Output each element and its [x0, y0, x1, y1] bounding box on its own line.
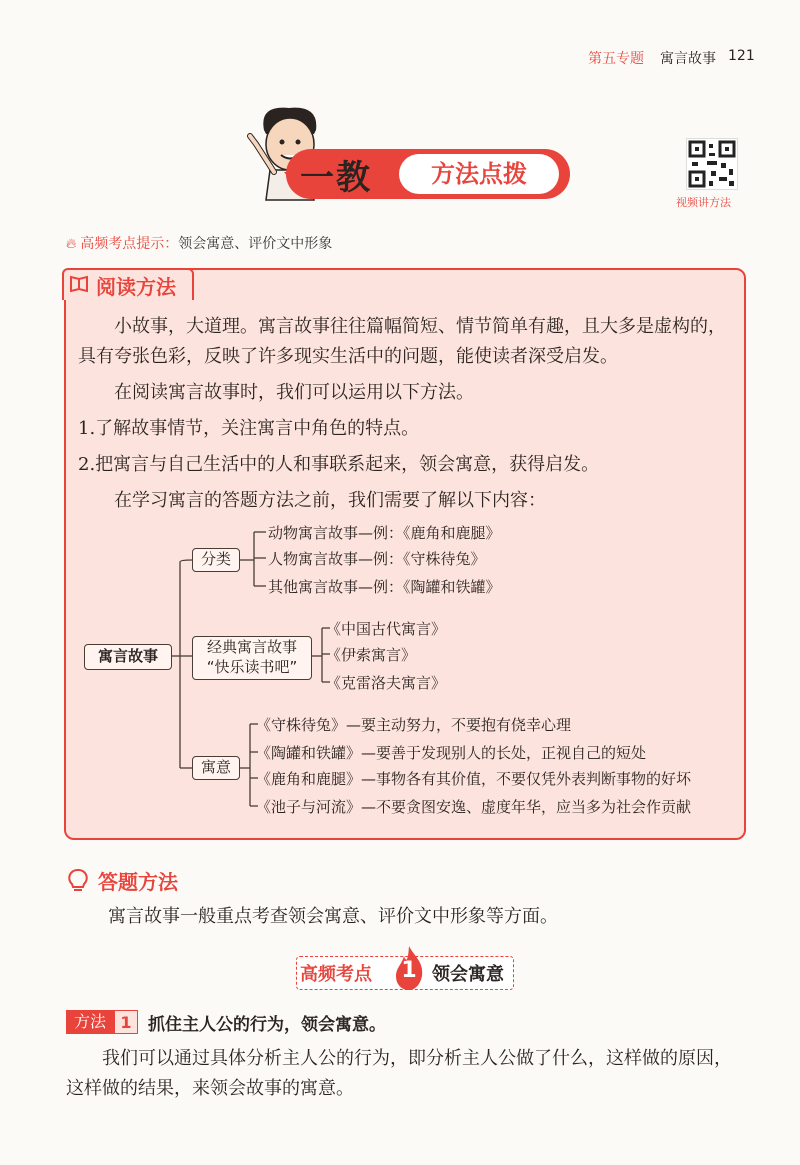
- flame-icon: 🔥︎: [66, 236, 77, 252]
- banner-main-text: 一教: [300, 158, 372, 198]
- lightbulb-icon: [66, 868, 90, 894]
- badge-left-text: 高频考点: [300, 964, 372, 985]
- classify-type: 人物寓言故事: [268, 550, 359, 568]
- meaning-item: 《守株待兔》—要主动努力，不要抱有侥幸心理: [256, 716, 572, 734]
- classify-example: —例：《陶罐和铁罐》: [358, 578, 501, 596]
- answer-method-desc: 寓言故事一般重点考查领会寓意、评价文中形象等方面。: [108, 906, 558, 927]
- method-number: 1: [114, 1010, 138, 1034]
- banner-sub-text: 方法点拨: [431, 160, 527, 188]
- classify-item: [268, 548, 486, 569]
- meaning-item: 《陶罐和铁罐》—要善于发现别人的长处，正视自己的短处: [256, 744, 647, 762]
- classic-item: 《克雷洛夫寓言》: [326, 674, 447, 692]
- classic-item: 《伊索寓言》: [326, 646, 417, 664]
- mindmap-classify: 分类: [192, 548, 240, 572]
- header-section: 第五专题: [588, 51, 644, 67]
- classify-example: —例：《鹿角和鹿腿》: [358, 524, 501, 542]
- tip-text: 领会寓意、评价文中形象: [178, 236, 333, 252]
- qr-code-icon[interactable]: [686, 138, 738, 190]
- meaning-item: 《池子与河流》—不要贪图安逸、虚度年华，应当多为社会作贡献: [256, 798, 692, 816]
- classify-type: 其他寓言故事: [268, 578, 359, 596]
- reading-para1-line2: 具有夸张色彩，反映了许多现实生活中的问题，能使读者深受启发。: [78, 346, 618, 367]
- method-para-line2: 这样做的结果，来领会故事的寓意。: [66, 1078, 354, 1099]
- book-icon: [68, 273, 90, 295]
- page-number: 121: [728, 48, 755, 64]
- classify-type: 动物寓言故事: [268, 524, 359, 542]
- badge-right-text: 领会寓意: [432, 964, 504, 985]
- reading-item2: 2.把寓言与自己生活中的人和事联系起来，领会寓意，获得启发。: [78, 454, 600, 475]
- answer-method-title: 答题方法: [98, 870, 178, 894]
- reading-method-title: 阅读方法: [96, 275, 176, 299]
- reading-para3: 在学习寓言的答题方法之前，我们需要了解以下内容：: [114, 490, 546, 511]
- reading-para2: 在阅读寓言故事时，我们可以运用以下方法。: [114, 382, 474, 403]
- method-para-line1: 我们可以通过具体分析主人公的行为，即分析主人公做了什么，这样做的原因，: [102, 1048, 732, 1069]
- mindmap-classic: [192, 636, 312, 680]
- tip-label: 高频考点提示：: [80, 236, 179, 252]
- method-title: 抓住主人公的行为，领会寓意。: [148, 1015, 386, 1035]
- classify-example: —例：《守株待兔》: [358, 550, 486, 568]
- classify-item: [268, 576, 501, 597]
- method-para: [66, 1044, 756, 1104]
- method-tag: 方法: [66, 1010, 114, 1034]
- qr-label: 视频讲方法: [676, 196, 731, 209]
- meaning-item: 《鹿角和鹿腿》—事物各有其价值，不要仅凭外表判断事物的好坏: [256, 770, 692, 788]
- mindmap-classic-line1: 经典寓言故事: [206, 638, 297, 656]
- reading-item1: 1.了解故事情节，关注寓言中角色的特点。: [78, 418, 420, 439]
- header-title: 寓言故事: [660, 51, 716, 67]
- badge-number: 1: [401, 958, 417, 983]
- reading-para1-line1: 小故事，大道理。寓言故事往往篇幅简短、情节简单有趣，且大多是虚构的，: [114, 316, 726, 337]
- frequent-point-tip: [66, 233, 332, 253]
- mindmap-classic-line2: “快乐读书吧”: [206, 658, 298, 676]
- mindmap-root: 寓言故事: [84, 644, 172, 670]
- classic-item: 《中国古代寓言》: [326, 620, 447, 638]
- classify-item: [268, 522, 501, 543]
- mindmap-meaning: 寓意: [192, 756, 240, 780]
